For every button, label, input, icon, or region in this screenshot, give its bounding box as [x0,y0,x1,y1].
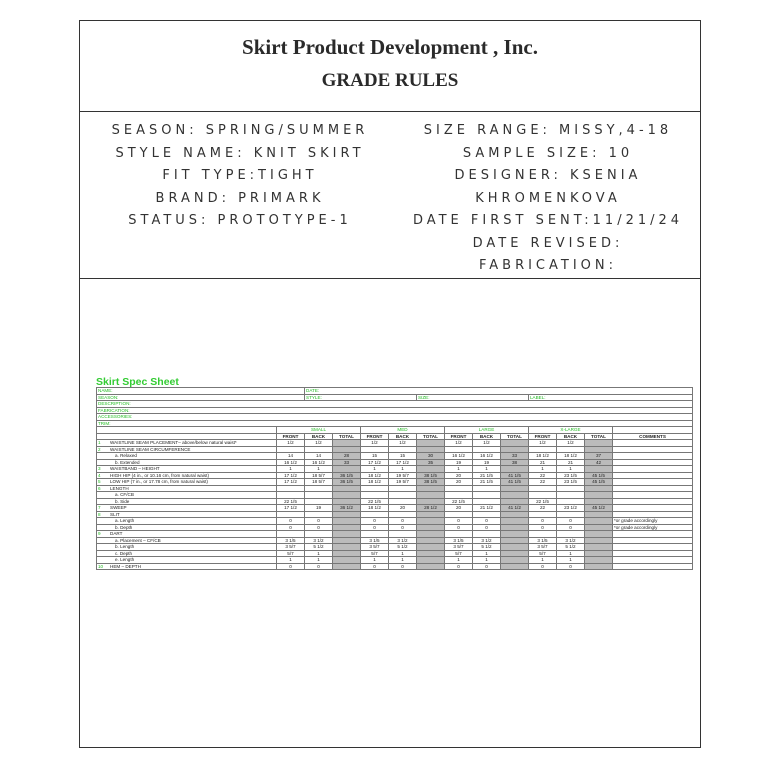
row-label: e. Length [115,557,135,562]
measurement-cell: 33 [333,459,361,466]
measurement-cell: 1 [445,466,473,473]
row-label: c. Depth [115,550,133,556]
row-number: 5 [98,479,101,484]
measurement-cell: 3 5/7 [529,544,557,551]
measurement-cell: 21 1/5 [473,472,501,479]
measurement-cell: 22 1/5 [529,498,557,505]
measurement-cell: 0 [557,518,585,525]
row-label: SWEEP [110,505,127,510]
row-number: 3 [98,466,101,471]
measurement-cell: 0 [361,563,389,570]
style-name-field: STYLE NAME: KNIT SKIRT [115,145,365,161]
accessories-label: ACCESSORIES: [97,414,693,421]
measurement-cell: 5/7 [445,550,473,557]
label-label: LABEL: [529,394,693,401]
measurement-cell: 22 [529,472,557,479]
measurement-cell [585,563,613,570]
front-col-header: FRONT [445,433,473,440]
measurement-cell: 1/2 [305,440,333,447]
measurement-cell: 37 [585,453,613,460]
measurement-cell: 0 [529,518,557,525]
season-field: SEASON: SPRING/SUMMER [111,123,369,138]
measurement-cell: 21 [557,459,585,466]
measurement-cell: 3 1/2 [557,537,585,544]
back-col-header: BACK [389,433,417,440]
measurement-cell: 20 [389,505,417,512]
back-col-header: BACK [473,433,501,440]
date-revised-field: DATE REVISED: [472,235,624,251]
measurement-cell: 1 [473,466,501,473]
measurement-cell: 36 1/5 [333,479,361,486]
measurement-cell: 1 [557,557,585,564]
size-label: SIZE: [417,394,529,401]
front-col-header: FRONT [277,433,305,440]
measurement-cell: 0 [445,563,473,570]
measurement-cell: 5 1/2 [305,544,333,551]
measurement-cell: 14 [305,453,333,460]
total-col-header: TOTAL [333,433,361,440]
measurement-cell: 3 1/5 [529,537,557,544]
measurement-cell: 0 [361,518,389,525]
measurement-cell: 17 1/2 [277,505,305,512]
measurement-cell: 3 1/5 [445,537,473,544]
style-label: STYLE: [305,394,417,401]
sample-size-field: SAMPLE SIZE: 10 [462,145,634,161]
measurement-cell: 3 5/7 [445,544,473,551]
measurement-cell: 38 [501,459,529,466]
measurement-cell: 0 [389,518,417,525]
total-col-header: TOTAL [417,433,445,440]
measurement-cell: 15 [389,453,417,460]
measurement-cell: 1 [361,557,389,564]
measurement-cell: 16 1/2 [305,459,333,466]
row-number: 1 [98,440,101,445]
measurement-cell: 0 [277,563,305,570]
measurement-cell: 1 [389,557,417,564]
row-label: a. CF/CB [115,492,134,497]
measurement-cell: 21 1/5 [473,479,501,486]
measurement-cell: 18 1/2 [529,453,557,460]
measurement-cell [333,563,361,570]
measurement-cell: 0 [557,524,585,531]
measurement-cell: 17 1/2 [361,459,389,466]
row-label: WAISTLINE SEAM PLACEMENT– above/below natural waist* [110,440,237,445]
front-col-header: FRONT [361,433,389,440]
measurement-cell: 0 [557,563,585,570]
measurement-cell: 20 [445,472,473,479]
measurement-cell: 35 [417,459,445,466]
measurement-cell: 0 [445,518,473,525]
fabrication-label: FABRICATION: [97,407,693,414]
measurement-cell: 36 1/5 [333,472,361,479]
row-number: 7 [98,505,101,510]
row-label: a. Length [115,518,135,523]
season-label: SEASON: [97,394,305,401]
measurement-cell: 1/2 [277,440,305,447]
measurement-cell: 23 1/2 [557,505,585,512]
measurement-cell: 16 1/2 [445,453,473,460]
row-label: LOW HIP (7 in., or 17.78 cm, from natural waist) [110,479,208,484]
measurement-cell: 1 [473,550,501,557]
measurement-cell: 38 1/5 [417,479,445,486]
fabrication-field: FABRICATION: [478,258,618,273]
name-label: NAME: [97,388,305,395]
measurement-cell: 42 [585,459,613,466]
measurement-cell: 1 [557,550,585,557]
info-left-column [84,120,396,233]
date-first-sent-field: DATE FIRST SENT:11/21/24 [412,213,684,228]
measurement-cell: 0 [389,524,417,531]
fit-type-field: FIT TYPE:TIGHT [162,168,318,183]
measurement-cell: 5 1/2 [473,544,501,551]
row-label: a. Placement – CF/CB [115,537,161,543]
measurement-cell: 45 1/5 [585,472,613,479]
measurement-cell: 3 1/2 [305,537,333,544]
measurement-cell: 19 5/7 [389,472,417,479]
measurement-cell: 1 [389,550,417,557]
measurement-cell: 0 [473,524,501,531]
row-label: b. Depth [115,524,133,530]
row-number: 9 [98,531,101,536]
measurement-cell: 0 [389,563,417,570]
measurement-cell: 1/2 [557,440,585,447]
trim-label: TRIM: [97,420,693,427]
description-label: DESCRIPTION: [97,401,693,408]
row-label: SLIT [110,511,120,517]
measurement-cell: 1 [529,466,557,473]
measurement-cell: 19 [445,459,473,466]
measurement-cell: 3 1/5 [277,537,305,544]
measurement-cell: 36 1/2 [333,505,361,512]
measurement-cell: 18 1/2 [361,505,389,512]
row-label: WAISTBAND – HEIGHT [110,466,160,471]
measurement-cell: 1/2 [473,440,501,447]
comment-cell: *or grade accordingly [613,524,693,531]
measurement-cell: 3 5/7 [277,544,305,551]
row-label: a. Relaxed [115,453,137,458]
comment-cell [613,563,693,570]
measurement-cell: 19 [305,505,333,512]
designer-name-continued: KHROMENKOVA [475,190,621,206]
measurement-cell: 45 1/5 [585,479,613,486]
style-info-block [80,112,700,279]
row-label: b. Length [115,544,135,549]
measurement-cell: 1 [389,466,417,473]
measurement-cell: 1 [473,557,501,564]
row-number: 2 [98,446,101,452]
date-label: DATE: [305,388,693,395]
measurement-cell: 30 [417,453,445,460]
measurement-cell: 1 [361,466,389,473]
measurement-cell: 5/7 [361,550,389,557]
measurement-cell: 28 [333,453,361,460]
measurement-cell: 3 1/5 [361,537,389,544]
measurement-cell: 0 [305,518,333,525]
measurement-cell: 18 5/7 [305,472,333,479]
measurement-cell: 0 [277,524,305,531]
size-range-field: SIZE RANGE: MISSY,4-18 [423,123,673,138]
measurement-cell: 1/2 [361,440,389,447]
measurement-cell: 41 1/5 [501,479,529,486]
measurement-label [97,563,277,570]
measurement-cell: 21 [529,459,557,466]
measurement-cell: 17 1/2 [277,472,305,479]
measurement-cell: 22 1/5 [445,498,473,505]
back-col-header: BACK [305,433,333,440]
spec-sheet-title: Skirt Spec Sheet [96,376,179,388]
measurement-cell: 20 [445,479,473,486]
measurement-cell: 41 1/5 [501,472,529,479]
skirt-spec-sheet [96,377,692,570]
size-med-header: MED [361,427,445,434]
measurement-cell: 1 [557,466,585,473]
measurement-cell: 33 [501,453,529,460]
measurement-cell: 5/7 [277,550,305,557]
measurement-cell: 22 [529,505,557,512]
row-number: 8 [98,511,101,517]
row-label: HEM – DEPTH [110,563,141,569]
measurement-cell: 22 1/5 [277,498,305,505]
measurement-cell: 1 [277,557,305,564]
measurement-cell: 0 [277,518,305,525]
measurement-cell: 14 [277,453,305,460]
measurement-cell: 18 1/2 [361,479,389,486]
measurement-cell: 3 1/2 [473,537,501,544]
status-field: STATUS: PROTOTYPE-1 [128,213,352,228]
measurement-cell: 1 [305,550,333,557]
measurement-cell: 0 [305,524,333,531]
measurement-cell: 5 1/2 [389,544,417,551]
measurement-cell: 18 1/2 [557,453,585,460]
comments-col-header: COMMENTS [613,433,693,440]
measurement-cell: 23 1/5 [557,472,585,479]
size-large-header: LARGE [445,427,529,434]
comment-cell: *or grade accordingly [613,518,693,525]
measurement-cell: 16 1/2 [473,453,501,460]
company-name: Skirt Product Development , Inc. [242,35,538,59]
front-col-header: FRONT [529,433,557,440]
measurement-cell [417,563,445,570]
measurement-cell: 0 [473,563,501,570]
measurement-cell: 15 [361,453,389,460]
document-header [80,21,700,112]
measurement-cell: 1 [305,557,333,564]
measurement-cell: 0 [361,524,389,531]
measurement-cell: 16 1/2 [277,459,305,466]
measurement-cell: 19 [473,459,501,466]
measurement-cell: 22 1/5 [361,498,389,505]
measurement-cell [501,563,529,570]
measurement-cell: 21 1/2 [473,505,501,512]
row-number: 6 [98,485,101,491]
measurement-cell: 20 [445,505,473,512]
row-number: 10 [98,563,104,569]
row-number: 4 [98,472,101,478]
measurement-cell: 18 1/2 [361,472,389,479]
measurement-cell: 17 1/2 [389,459,417,466]
row-label: WAISTLINE SEAM CIRCUMFERENCE [110,446,191,452]
measurement-cell: 0 [529,563,557,570]
measurement-cell: 1 [305,466,333,473]
document-title: GRADE RULES [321,70,459,91]
measurement-cell: 3 5/7 [361,544,389,551]
measurement-cell: 1 [445,557,473,564]
info-right-column [398,120,698,278]
measurement-cell: 5 1/2 [557,544,585,551]
size-small-header: SMALL [277,427,361,434]
measurement-cell: 19 5/7 [389,479,417,486]
measurement-cell: 1/2 [445,440,473,447]
table-row [97,563,693,570]
measurement-cell: 3 1/2 [389,537,417,544]
designer-field: DESIGNER: KSENIA [454,168,642,183]
row-label: b. Side [115,498,130,504]
measurement-cell: 41 1/2 [501,505,529,512]
measurement-cell: 1 [277,466,305,473]
spec-table [96,387,693,570]
row-label: DART [110,531,123,536]
measurement-cell: 1/2 [529,440,557,447]
brand-field: BRAND: PRIMARK [155,190,325,206]
measurement-cell: 45 1/2 [585,505,613,512]
total-col-header: TOTAL [501,433,529,440]
measurement-cell: 0 [445,524,473,531]
row-label: b. Extended [115,459,140,465]
total-col-header: TOTAL [585,433,613,440]
measurement-cell: 0 [305,563,333,570]
measurement-cell: 28 1/2 [417,505,445,512]
measurement-cell: 1 [529,557,557,564]
measurement-cell: 22 [529,479,557,486]
row-label: LENGTH [110,485,129,491]
row-label: HIGH HIP (4 in., or 10.16 cm, from natural waist) [110,472,209,478]
measurement-cell: 5/7 [529,550,557,557]
measurement-cell: 17 1/2 [277,479,305,486]
measurement-cell: 1/2 [389,440,417,447]
size-xlarge-header: X-LARGE [529,427,613,434]
measurement-cell: 23 1/5 [557,479,585,486]
measurement-cell: 0 [529,524,557,531]
measurement-cell: 0 [473,518,501,525]
measurement-cell: 18 5/7 [305,479,333,486]
measurement-cell: 38 1/5 [417,472,445,479]
measurement-rows [97,440,693,570]
back-col-header: BACK [557,433,585,440]
